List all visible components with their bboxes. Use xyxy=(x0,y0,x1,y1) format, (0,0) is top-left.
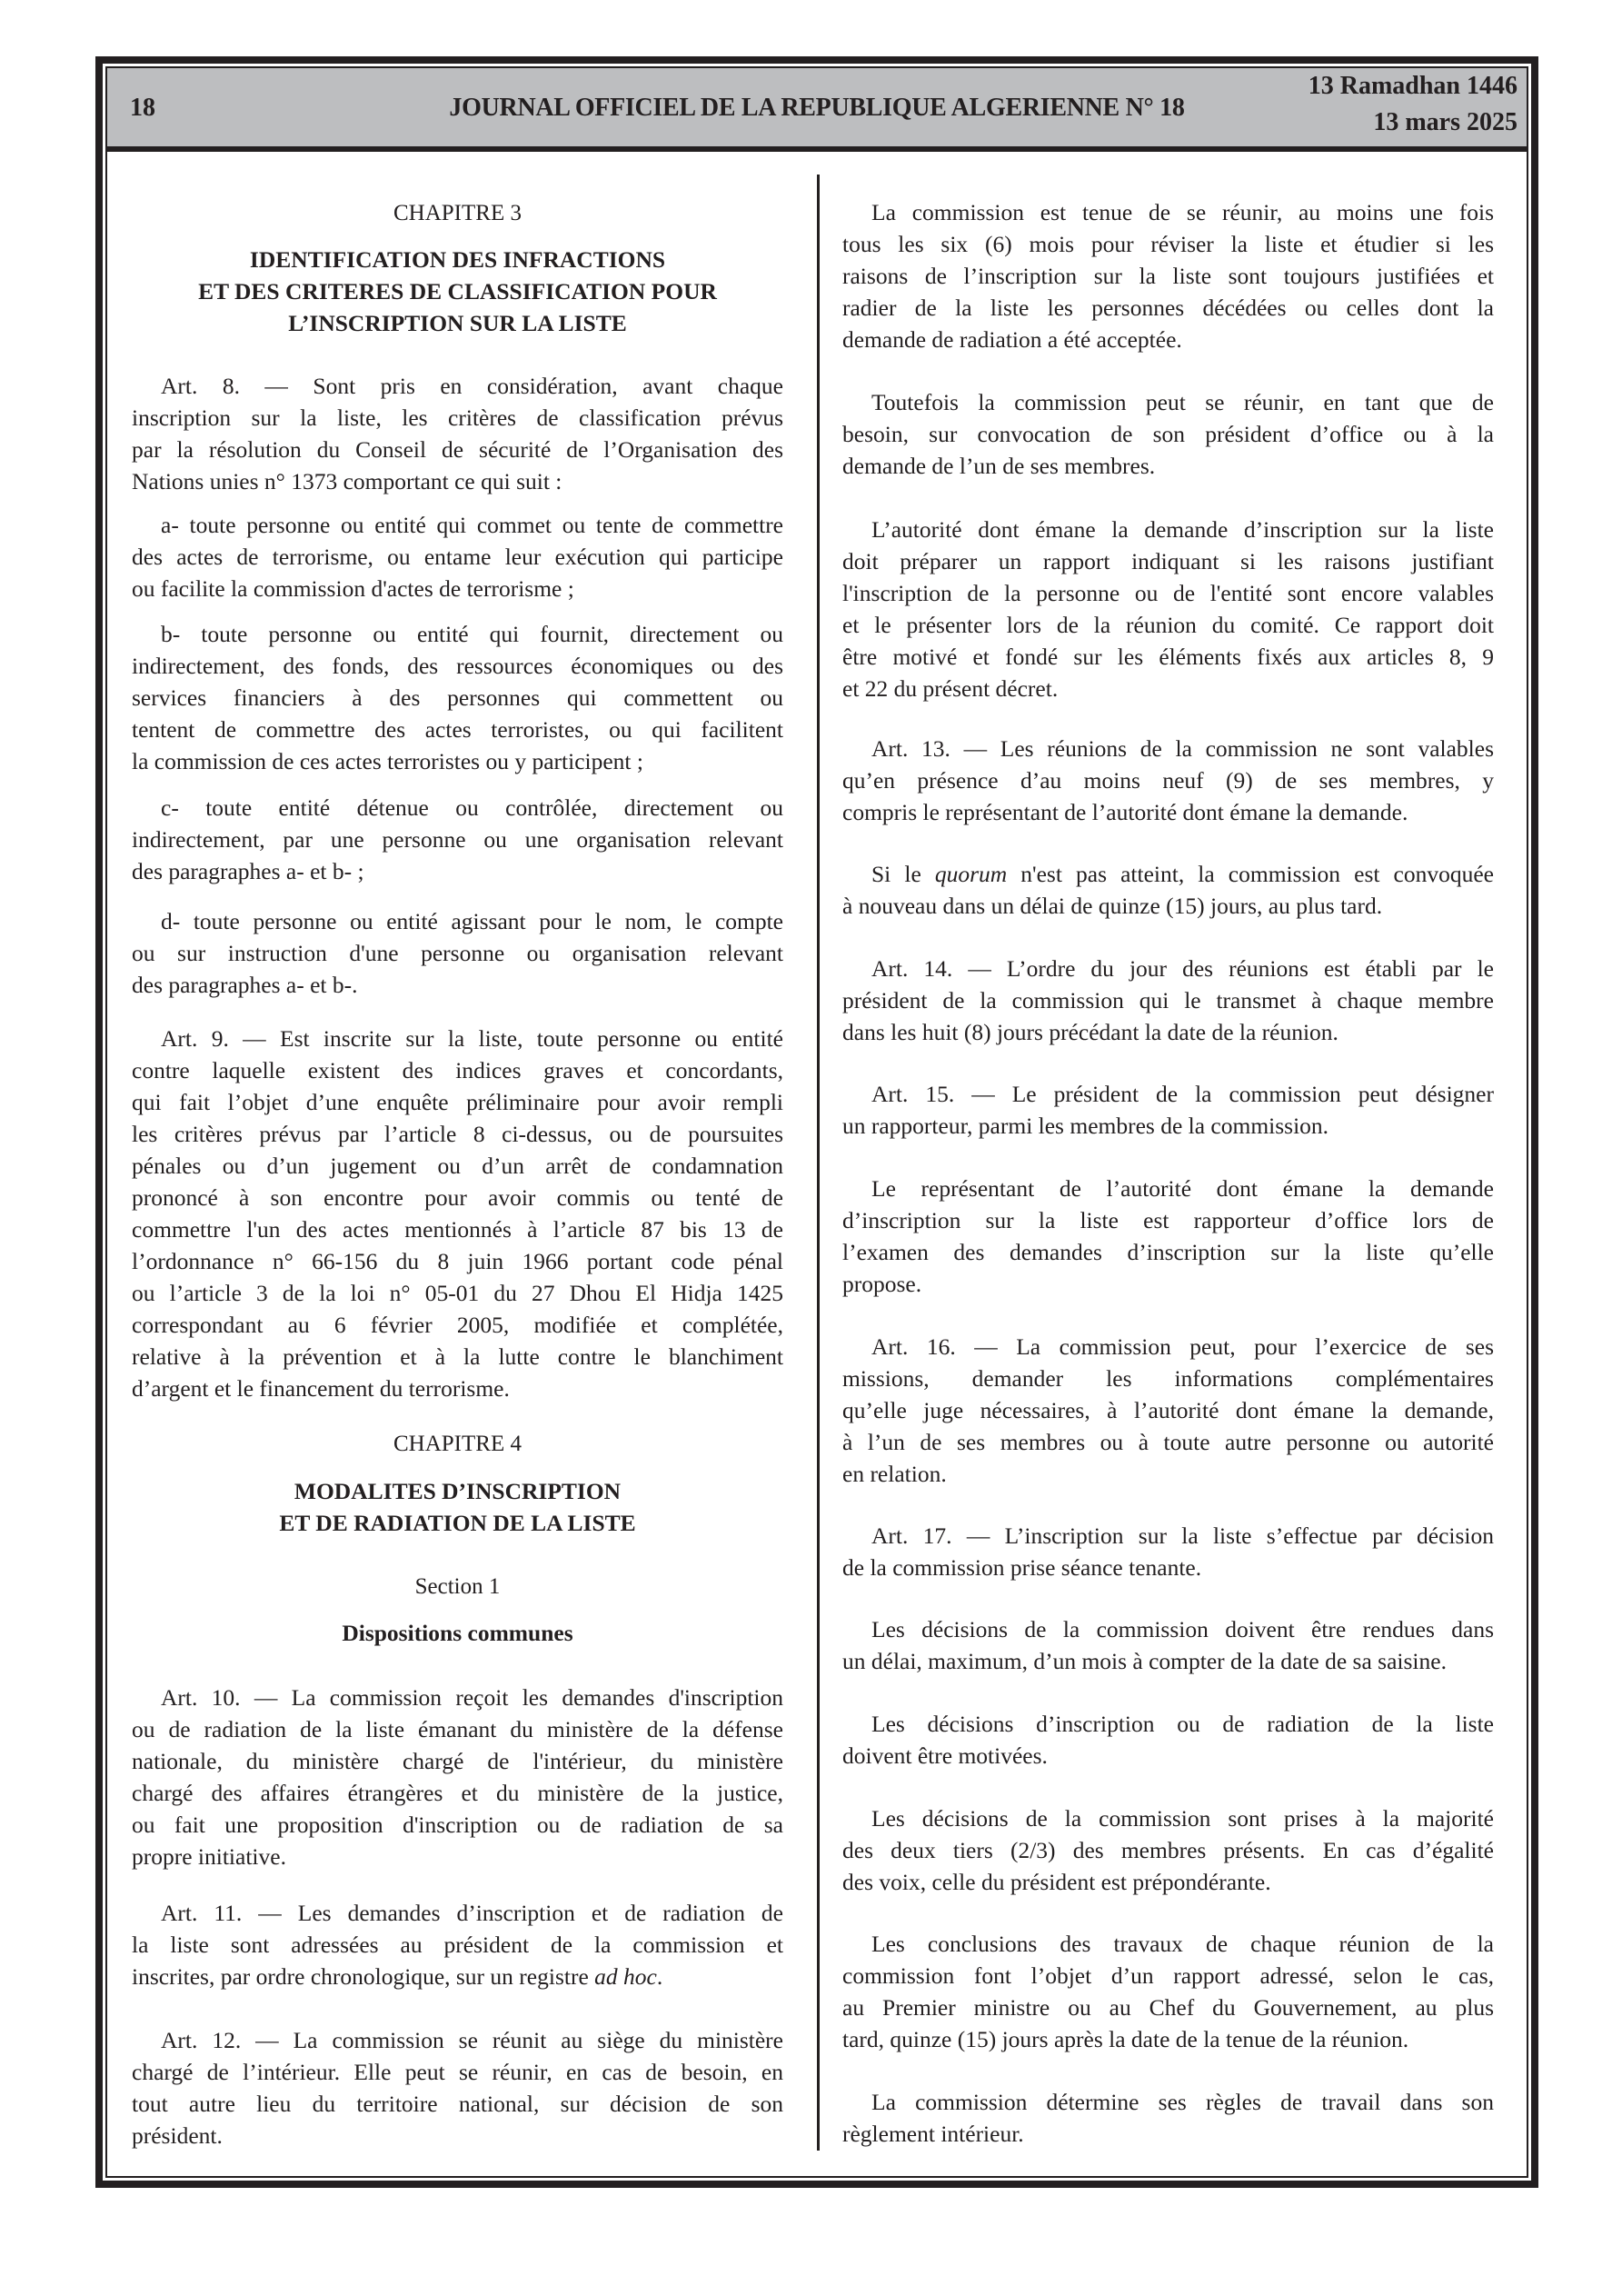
column-divider xyxy=(817,175,820,2151)
text-line: L’INSCRIPTION SUR LA LISTE xyxy=(288,310,627,336)
text-line: radier de la liste les personnes décédées ou celles dont la xyxy=(842,294,1494,321)
chapter-label xyxy=(132,197,783,229)
text-segment: Si le xyxy=(871,861,935,887)
paragraph xyxy=(842,1520,1494,1583)
date-hijri: 13 Ramadhan 1446 xyxy=(1308,72,1518,100)
paragraph xyxy=(842,1173,1494,1300)
text-segment: . xyxy=(656,1963,663,1990)
text-line: b- toute personne ou entité qui fournit, directement ou xyxy=(161,621,783,647)
text-line: propre initiative. xyxy=(132,1843,286,1870)
paragraph xyxy=(842,953,1494,1048)
text-line: des paragraphes a- et b- ; xyxy=(132,858,364,884)
text-line: règlement intérieur. xyxy=(842,2121,1024,2147)
text-line: raisons de l’inscription sur la liste sont toujours justifiées et xyxy=(842,263,1494,289)
text-line: IDENTIFICATION DES INFRACTIONS xyxy=(249,246,666,273)
text-line: Art. 14. — L’ordre du jour des réunions est établi par le xyxy=(871,955,1494,982)
paragraph xyxy=(842,2086,1494,2150)
text-line: Nations unies n° 1373 comportant ce qui suit : xyxy=(132,468,562,494)
text-line: ou de radiation de la liste émanant du ministère de la défense xyxy=(132,1716,783,1742)
text-line: demande de radiation a été acceptée. xyxy=(842,326,1182,353)
text-line: Art. 10. — La commission reçoit les demandes d'inscription xyxy=(161,1684,783,1711)
text-line: Les décisions de la commission doivent être rendues dans xyxy=(871,1616,1494,1642)
text-line: Art. 11. — Les demandes d’inscription et de radiation de xyxy=(161,1900,783,1926)
text-line: missions, demander les informations complémentaires xyxy=(842,1365,1494,1392)
paragraph xyxy=(842,733,1494,828)
text-line: les critères prévus par l’article 8 ci-dessus, ou de poursuites xyxy=(132,1121,783,1147)
paragraph xyxy=(842,386,1494,482)
paragraph xyxy=(842,858,1494,922)
text-line: L’autorité dont émane la demande d’inscription sur la liste xyxy=(871,516,1494,543)
text-line xyxy=(132,1961,783,1992)
text-line: ou facilite la commission d'actes de terrorisme ; xyxy=(132,575,574,602)
text-line: d’argent et le financement du terrorisme. xyxy=(132,1375,510,1402)
paragraph xyxy=(132,509,783,604)
text-line: compris le représentant de l’autorité dont émane la demande. xyxy=(842,799,1408,825)
text-line: tout autre lieu du territoire national, sur décision de son xyxy=(132,2091,783,2117)
text-line: besoin, sur convocation de son président d’office ou à la xyxy=(842,421,1494,447)
text-line xyxy=(842,858,1494,890)
text-line: des voix, celle du président est prépondérante. xyxy=(842,1869,1271,1895)
paragraph xyxy=(842,1708,1494,1772)
text-line: doit préparer un rapport indiquant si les raisons justifiant xyxy=(842,548,1494,574)
journal-header xyxy=(107,68,1527,152)
text-line: et le présenter lors de la réunion du comité. Ce rapport doit xyxy=(842,612,1494,638)
text-line: inscription sur la liste, les critères de classification prévus xyxy=(132,404,783,431)
paragraph xyxy=(132,2024,783,2151)
text-line: à nouveau dans un délai de quinze (15) jours, au plus tard. xyxy=(842,893,1383,919)
text-line: tard, quinze (15) jours après la date de la tenue de la réunion. xyxy=(842,2026,1409,2052)
text-line: ou fait une proposition d'inscription ou de radiation de sa xyxy=(132,1812,783,1838)
chapter-label xyxy=(132,1571,783,1602)
date-gregorian: 13 mars 2025 xyxy=(1373,108,1518,136)
text-line: l’examen des demandes d’inscription sur la liste qu’elle xyxy=(842,1239,1494,1265)
journal-title: JOURNAL OFFICIEL DE LA REPUBLIQUE ALGERIENNE N° 18 xyxy=(449,94,1185,122)
section-heading xyxy=(132,244,783,339)
text-line: Art. 13. — Les réunions de la commission ne sont valables xyxy=(871,735,1494,762)
text-line: nationale, du ministère chargé de l'intérieur, du ministère xyxy=(132,1748,783,1774)
text-line: Art. 17. — L’inscription sur la liste s’effectue par décision xyxy=(871,1522,1494,1549)
text-line: des actes de terrorisme, ou entame leur exécution qui participe xyxy=(132,544,783,570)
text-line: services financiers à des personnes qui commettent ou xyxy=(132,684,783,711)
text-line: qu’elle juge nécessaires, à l’autorité dont émane la demande, xyxy=(842,1397,1494,1423)
paragraph xyxy=(132,905,783,1001)
text-line: indirectement, par une personne ou une organisation relevant xyxy=(132,826,783,853)
text-line: demande de l’un de ses membres. xyxy=(842,453,1156,479)
text-line: Section 1 xyxy=(414,1574,501,1599)
text-segment: n'est pas atteint, la commission est convoquée xyxy=(1007,861,1494,887)
text-line: président. xyxy=(132,2122,223,2149)
italic-text: ad hoc xyxy=(594,1963,657,1990)
text-line: Les conclusions des travaux de chaque réunion de la xyxy=(871,1931,1494,1957)
paragraph xyxy=(132,792,783,887)
paragraph xyxy=(842,1928,1494,2055)
text-line: un rapporteur, parmi les membres de la commission. xyxy=(842,1113,1329,1139)
text-line: correspondant au 6 février 2005, modifiée et complétée, xyxy=(132,1312,783,1338)
section-heading xyxy=(132,1617,783,1649)
text-segment: inscrites, par ordre chronologique, sur un registre xyxy=(132,1963,595,1990)
text-line: Art. 9. — Est inscrite sur la liste, toute personne ou entité xyxy=(161,1025,783,1052)
text-line: chargé de l’intérieur. Elle peut se réunir, en cas de besoin, en xyxy=(132,2059,783,2085)
paragraph xyxy=(842,1331,1494,1490)
text-line: Les décisions de la commission sont prises à la majorité xyxy=(871,1805,1494,1832)
text-line: et 22 du présent décret. xyxy=(842,675,1059,702)
text-line: relative à la prévention et à la lutte contre le blanchiment xyxy=(132,1343,783,1370)
text-line: au Premier ministre ou au Chef du Gouvernement, au plus xyxy=(842,1994,1494,2021)
text-line: propose. xyxy=(842,1271,922,1297)
text-line: à l’un de ses membres ou à toute autre personne ou autorité xyxy=(842,1429,1494,1455)
paragraph xyxy=(842,1802,1494,1898)
page-number: 18 xyxy=(130,94,155,122)
text-line: indirectement, des fonds, des ressources économiques ou des xyxy=(132,653,783,679)
text-line: qui fait l’objet d’une enquête préliminaire pour avoir rempli xyxy=(132,1089,783,1115)
section-heading xyxy=(132,1475,783,1539)
text-line: dans les huit (8) jours précédant la date de la réunion. xyxy=(842,1019,1338,1045)
text-line: un délai, maximum, d’un mois à compter de la date de sa saisine. xyxy=(842,1648,1447,1674)
text-line: de la commission prise séance tenante. xyxy=(842,1554,1202,1581)
text-line: chargé des affaires étrangères et du ministère de la justice, xyxy=(132,1780,783,1806)
text-line: CHAPITRE 4 xyxy=(393,1432,522,1456)
text-line: MODALITES D’INSCRIPTION xyxy=(294,1478,622,1504)
paragraph xyxy=(842,514,1494,704)
text-line: a- toute personne ou entité qui commet ou tente de commettre xyxy=(161,512,783,538)
paragraph xyxy=(842,196,1494,355)
text-line: La commission est tenue de se réunir, au moins une fois xyxy=(871,199,1494,225)
text-line: prononcé à son encontre pour avoir commis ou tenté de xyxy=(132,1184,783,1211)
text-line: ou l’article 3 de la loi n° 05-01 du 27 Dhou El Hidja 1425 xyxy=(132,1280,783,1306)
chapter-label xyxy=(132,1428,783,1460)
paragraph xyxy=(132,370,783,497)
text-line: Art. 15. — Le président de la commission peut désigner xyxy=(871,1081,1494,1107)
paragraph xyxy=(842,1613,1494,1677)
text-line: ET DES CRITERES DE CLASSIFICATION POUR xyxy=(198,278,717,304)
text-line: tous les six (6) mois pour réviser la liste et étudier si les xyxy=(842,231,1494,257)
text-line: c- toute entité détenue ou contrôlée, directement ou xyxy=(161,794,783,821)
text-line: la liste sont adressées au président de la commission et xyxy=(132,1932,783,1958)
text-line: ou sur instruction d'une personne ou organisation relevant xyxy=(132,940,783,966)
text-line: des deux tiers (2/3) des membres présents. En cas d’égalité xyxy=(842,1837,1494,1863)
text-line: tentent de commettre des actes terroristes, ou qui facilitent xyxy=(132,716,783,743)
text-line: Art. 8. — Sont pris en considération, avant chaque xyxy=(161,373,783,399)
text-line: l’ordonnance n° 66-156 du 8 juin 1966 portant code pénal xyxy=(132,1248,783,1274)
text-line: des paragraphes a- et b-. xyxy=(132,972,358,998)
text-line: Les décisions d’inscription ou de radiation de la liste xyxy=(871,1711,1494,1737)
text-line: l'inscription de la personne ou de l'entité sont encore valables xyxy=(842,580,1494,606)
text-line: en relation. xyxy=(842,1461,947,1487)
text-line: Dispositions communes xyxy=(342,1620,573,1646)
text-line: Art. 12. — La commission se réunit au siège du ministère xyxy=(161,2027,783,2053)
text-line: d’inscription sur la liste est rapporteur d’office lors de xyxy=(842,1207,1494,1233)
paragraph xyxy=(132,1023,783,1404)
text-line: Art. 16. — La commission peut, pour l’exercice de ses xyxy=(871,1333,1494,1360)
italic-text: quorum xyxy=(934,861,1008,887)
text-line: qu’en présence d’au moins neuf (9) de ses membres, y xyxy=(842,767,1494,794)
paragraph xyxy=(132,1682,783,1872)
text-line: président de la commission qui le transmet à chaque membre xyxy=(842,987,1494,1013)
text-line: être motivé et fondé sur les éléments fixés aux articles 8, 9 xyxy=(842,644,1494,670)
paragraph xyxy=(132,1897,783,1992)
text-line: contre laquelle existent des indices graves et concordants, xyxy=(132,1057,783,1083)
paragraph xyxy=(842,1078,1494,1142)
text-line: CHAPITRE 3 xyxy=(393,201,522,225)
text-line: ET DE RADIATION DE LA LISTE xyxy=(279,1510,636,1536)
text-line: La commission détermine ses règles de travail dans son xyxy=(871,2089,1494,2115)
text-line: pénales ou d’un jugement ou d’un arrêt de condamnation xyxy=(132,1153,783,1179)
text-line: commission font l’objet d’un rapport adressé, selon le cas, xyxy=(842,1962,1494,1989)
text-line: Toutefois la commission peut se réunir, en tant que de xyxy=(871,389,1494,415)
text-line: la commission de ces actes terroristes ou y participent ; xyxy=(132,748,643,774)
text-line: d- toute personne ou entité agissant pour le nom, le compte xyxy=(161,908,783,934)
text-line: par la résolution du Conseil de sécurité de l’Organisation des xyxy=(132,436,783,463)
text-line: doivent être motivées. xyxy=(842,1742,1048,1769)
paragraph xyxy=(132,618,783,777)
text-line: commettre l'un des actes mentionnés à l’article 87 bis 13 de xyxy=(132,1216,783,1243)
text-line: Le représentant de l’autorité dont émane la demande xyxy=(871,1175,1494,1202)
